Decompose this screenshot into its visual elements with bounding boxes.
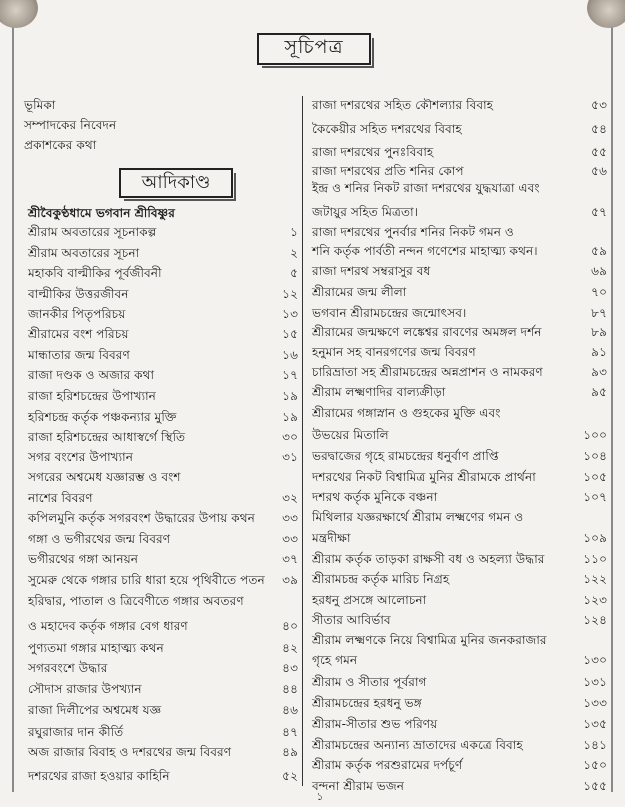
toc-entry-title: চারিভ্রাতা সহ শ্রীরামচন্দ্রের অন্নপ্রাশন ও নামকরণ <box>312 365 543 379</box>
toc-entry-title: শ্রীরামচন্দ্র কর্তৃক মারিচ নিগ্রহ <box>312 572 450 586</box>
toc-entry-page: ১৪১ <box>583 738 607 752</box>
toc-entry-page: ১ <box>290 225 298 239</box>
toc-entry <box>28 287 298 303</box>
toc-entry-page: ১৯ <box>282 410 298 424</box>
toc-entry-title: সগর বংশের উপাখ্যান <box>28 450 133 464</box>
toc-entry-page: ৪৬ <box>282 703 298 717</box>
toc-entry-title: শ্রীরাম লক্ষ্মণাদির বাল্যক্রীড়া <box>312 385 446 399</box>
toc-entry <box>28 573 298 589</box>
toc-entry <box>28 430 298 446</box>
toc-entry-page: ১০৭ <box>583 490 607 504</box>
toc-entry-page: ১০৯ <box>583 531 607 545</box>
toc-entry-page: ৮৭ <box>591 306 607 320</box>
toc-entry-title: হরিশচন্দ্র কর্তৃক পঞ্চকন্যার মুক্তি <box>28 410 177 424</box>
toc-entry-title: রাজা দশরথের সহিত কৌশল্যার বিবাহ <box>312 98 494 112</box>
toc-entry <box>28 470 298 486</box>
toc-entry-page: ৮৯ <box>591 325 607 339</box>
toc-entry-title: শনি কর্তৃক পার্বতী নন্দন গণেশের মাহাত্ম্য কথন। <box>312 244 538 258</box>
toc-entry <box>312 244 607 260</box>
front-matter-item: ভূমিকা <box>24 98 56 112</box>
toc-entry-page: ৪৩ <box>282 661 298 675</box>
toc-entry-page: ১৫৫ <box>583 779 607 793</box>
toc-entry <box>28 246 298 262</box>
toc-entry-title: জটায়ুর সহিত মিত্রতা। <box>312 205 419 219</box>
toc-entry-title: জানকীর পিতৃপরিচয় <box>28 307 126 321</box>
toc-entry-title: ইন্দ্র ও শনির নিকট রাজা দশরথের যুদ্ধযাত্রা এবং <box>312 181 540 195</box>
toc-entry-page: ১১০ <box>583 552 607 566</box>
section-heading: আদিকাণ্ড <box>119 168 233 198</box>
toc-entry <box>28 307 298 323</box>
toc-entry <box>312 738 607 754</box>
toc-entry <box>28 511 298 527</box>
toc-entry <box>312 470 607 486</box>
toc-entry <box>28 641 298 657</box>
toc-entry <box>312 325 607 341</box>
toc-entry <box>312 531 607 547</box>
toc-entry-page: ১৩৫ <box>583 717 607 731</box>
toc-entry-page: ১৭ <box>282 368 298 382</box>
toc-entry-page: ১৩৩ <box>583 696 607 710</box>
toc-entry <box>312 510 607 526</box>
toc-entry <box>312 365 607 381</box>
toc-entry <box>312 779 607 795</box>
toc-entry-page: ১২৩ <box>583 593 607 607</box>
toc-entry-page: ১০৫ <box>583 470 607 484</box>
toc-entry-title: রাজা দশরথের প্রতি শনির কোপ <box>312 164 464 178</box>
toc-entry-page: ১০০ <box>583 428 607 442</box>
toc-entry <box>312 98 607 114</box>
toc-entry <box>28 745 298 761</box>
toc-entry-title: কপিলমুনি কর্তৃক সগরবংশ উদ্ধারের উপায় কথন <box>28 511 255 525</box>
toc-entry <box>28 491 298 507</box>
toc-entry-title: শ্রীরামের জন্মক্ষণে লঙ্কেশ্বর রাবণের অমঙ্গল দর্শন <box>312 325 542 339</box>
toc-entry <box>28 410 298 426</box>
toc-entry <box>312 572 607 588</box>
toc-entry-title: রাজা দশরথ সম্বরাসুর বধ <box>312 264 431 278</box>
toc-entry <box>28 661 298 677</box>
toc-entry-title: মিথিলার যজ্ঞরক্ষার্থে শ্রীরাম লক্ষ্মণের গমন ও <box>312 510 524 524</box>
toc-entry <box>312 675 607 691</box>
toc-entry-page: ৪৭ <box>282 725 298 739</box>
toc-entry-page: ৭০ <box>591 285 607 299</box>
toc-entry-title: দশরথের নিকট বিশ্বামিত্র মুনির শ্রীরামকে প্রার্থনা <box>312 470 536 484</box>
toc-entry-page: ৫ <box>290 266 298 280</box>
toc-entry-page: ১৫০ <box>583 758 607 772</box>
toc-entry <box>312 428 607 444</box>
toc-entry <box>28 703 298 719</box>
toc-entry-title: রাজা দশরথের পুনঃবিবাহ <box>312 145 434 159</box>
toc-entry <box>312 285 607 301</box>
toc-entry-title: শ্রীরামের জন্ম লীলা <box>312 285 407 299</box>
toc-entry <box>28 594 298 610</box>
toc-entry-title: রাজা দিলীপের অশ্বমেধ যজ্ঞ <box>28 703 162 717</box>
toc-entry <box>28 327 298 343</box>
toc-entry-title: রাজা দণ্ডক ও অজার কথা <box>28 368 155 382</box>
toc-entry-page: ৩০ <box>282 430 298 444</box>
toc-entry-page: ৩১ <box>282 450 298 464</box>
toc-entry-title: অজ রাজার বিবাহ ও দশরথের জন্ম বিবরণ <box>28 745 232 759</box>
toc-entry-title: ও মহাদেব কর্তৃক গঙ্গার বেগ ধারণ <box>28 619 188 633</box>
toc-entry-page: ১৩ <box>282 307 298 321</box>
toc-entry-title: কৈকেয়ীর সহিত দশরথের বিবাহ <box>312 122 462 136</box>
toc-entry-title: নাশের বিবরণ <box>28 491 93 505</box>
toc-entry <box>312 145 607 161</box>
toc-entry-title: সীতার আবির্ভাব <box>312 613 391 627</box>
toc-entry-page: ১২২ <box>583 572 607 586</box>
toc-entry-page: ১২৪ <box>583 613 607 627</box>
toc-entry-title: সগরবংশে উদ্ধার <box>28 661 108 675</box>
toc-entry-page: ৫৪ <box>591 122 607 136</box>
toc-entry-title: শ্রীরাম-সীতার শুভ পরিণয় <box>312 717 438 731</box>
toc-entry-page: ৩২ <box>282 491 298 505</box>
toc-entry <box>312 696 607 712</box>
toc-entry-page: ৩৭ <box>282 552 298 566</box>
toc-entry <box>28 450 298 466</box>
toc-entry-title: রাজা দশরথের পুনর্বার শনির নিকট গমন ও <box>312 225 514 239</box>
toc-entry-title: ভগবান শ্রীরামচন্দ্রের জন্মোৎসব। <box>312 306 467 320</box>
toc-entry-page: ৪৪ <box>282 682 298 696</box>
footer-page-number: ১ <box>316 790 324 803</box>
toc-entry <box>28 725 298 741</box>
toc-entry-title: দশরথের রাজা হওয়ার কাহিনি <box>28 769 170 783</box>
page-title: সূচিপত্র <box>257 33 371 65</box>
toc-entry-page: ৯৩ <box>591 365 607 379</box>
toc-entry <box>312 449 607 465</box>
toc-entry-page: ৬৯ <box>591 264 607 278</box>
toc-entry-page: ১৬ <box>282 348 298 362</box>
front-matter-item: সম্পাদকের নিবেদন <box>24 118 117 132</box>
toc-entry <box>312 593 607 609</box>
toc-entry <box>312 181 607 197</box>
toc-entry-page: ১৯ <box>282 389 298 403</box>
toc-entry-title: মহাকবি বাল্মীকির পূর্বজীবনী <box>28 266 162 280</box>
toc-entry-page: ৪০ <box>282 619 298 633</box>
toc-entry <box>312 633 607 649</box>
toc-entry <box>312 653 607 669</box>
toc-entry-title: দশরথ কর্তৃক মুনিকে বঞ্চনা <box>312 490 438 504</box>
toc-entry-title: শ্রীরামের বংশ পরিচয় <box>28 327 129 341</box>
column-divider <box>302 96 303 786</box>
toc-entry-page: ১২ <box>282 287 298 301</box>
toc-entry-title: রঘুরাজার দান কীর্তি <box>28 725 124 739</box>
toc-entry <box>312 225 607 241</box>
toc-entry <box>312 164 607 180</box>
toc-entry-title: শ্রীরাম কর্তৃক তাড়কা রাক্ষসী বধ ও অহল্যা উদ্ধার <box>312 552 545 566</box>
toc-entry <box>312 264 607 280</box>
toc-entry <box>312 205 607 221</box>
toc-entry-title: শ্রীরামের গঙ্গাস্নান ও গুহকের মুক্তি এবং <box>312 406 501 420</box>
toc-entry <box>28 682 298 698</box>
toc-entry-page: ৫৫ <box>591 145 607 159</box>
toc-entry <box>28 769 298 785</box>
toc-entry-page: ৯১ <box>591 345 607 359</box>
toc-entry-title: সগরের অশ্বমেধ যজ্ঞারম্ভ ও বংশ <box>28 470 181 484</box>
toc-entry-page: ১৩১ <box>583 675 607 689</box>
toc-entry-title: গৃহে গমন <box>312 653 358 667</box>
toc-entry-page: ৫৬ <box>591 164 607 178</box>
toc-entry-title: ভরদ্বাজের গৃহে রামচন্দ্রের ধনুর্বাণ প্রাপ্তি <box>312 449 499 463</box>
toc-entry <box>28 552 298 568</box>
toc-entry <box>28 266 298 282</box>
toc-entry-page: ৩৩ <box>282 511 298 525</box>
toc-entry-title: শ্রীরামচন্দ্রের হরধনু ভঙ্গ <box>312 696 422 710</box>
toc-entry <box>28 532 298 548</box>
toc-entry <box>312 122 607 138</box>
toc-entry <box>312 490 607 506</box>
toc-entry-page: ৪৯ <box>282 745 298 759</box>
toc-entry-title: শ্রীরাম অবতারের সূচনাকল্প <box>28 225 157 239</box>
toc-entry-title: হরধনু প্রসঙ্গে আলোচনা <box>312 593 427 607</box>
toc-entry-page: ১০৪ <box>583 449 607 463</box>
toc-entry-title: রাজা হরিশচন্দ্রের উপাখ্যান <box>28 389 156 403</box>
toc-entry-title: সৌদাস রাজার উপখ্যান <box>28 682 142 696</box>
toc-entry-page: ৫২ <box>282 769 298 783</box>
toc-entry <box>312 345 607 361</box>
toc-entry-title: গঙ্গা ও ভগীরথের জন্ম বিবরণ <box>28 532 171 546</box>
toc-entry <box>312 758 607 774</box>
toc-entry <box>312 717 607 733</box>
toc-entry-page: ৩৯ <box>282 573 298 587</box>
toc-entry-title: হনুমান সহ বানরগণের জন্ম বিবরণ <box>312 345 476 359</box>
toc-entry-page: ২ <box>290 246 298 260</box>
toc-entry-title: হরিদ্বার, পাতাল ও ত্রিবেণীতে গঙ্গার অবতরণ <box>28 594 244 608</box>
toc-entry <box>28 206 298 222</box>
toc-entry-page: ১৫ <box>282 327 298 341</box>
toc-entry-title: রাজা হরিশচন্দ্রের আধাস্বর্গে স্থিতি <box>28 430 186 444</box>
toc-entry-title: শ্রীরাম অবতারের সূচনা <box>28 246 140 260</box>
toc-entry-title: সুমেরু থেকে গঙ্গার চারি ধারা হয়ে পৃথিবীতে পতন <box>28 573 265 587</box>
toc-entry <box>312 406 607 422</box>
toc-entry-title: শ্রীরামচন্দ্রের অন্যান্য ভ্রাতাদের একত্রে বিবাহ <box>312 738 523 752</box>
front-matter-item: প্রকাশকের কথা <box>24 138 97 152</box>
toc-entry-page: ৫৯ <box>591 244 607 258</box>
toc-entry <box>28 389 298 405</box>
toc-entry-page: ৩৩ <box>282 532 298 546</box>
toc-entry-title: পুণ্যতমা গঙ্গার মাহাত্ম্য কথন <box>28 641 164 655</box>
toc-entry-title: ভগীরথের গঙ্গা আনয়ন <box>28 552 139 566</box>
toc-entry <box>28 619 298 635</box>
toc-entry-title: উভয়ের মিতালি <box>312 428 389 442</box>
toc-entry-title: বন্দনা শ্রীরাম ভজন <box>312 779 405 793</box>
toc-entry <box>312 385 607 401</box>
toc-entry <box>28 368 298 384</box>
toc-entry-title: শ্রীরাম ও সীতার পূর্বরাগ <box>312 675 427 689</box>
toc-entry <box>312 613 607 629</box>
toc-entry-title: শ্রীবৈকুণ্ঠধামে ভগবান শ্রীবিষ্ণুর <box>28 206 175 220</box>
toc-entry-page: ৯৫ <box>591 385 607 399</box>
toc-entry <box>28 348 298 364</box>
toc-entry-title: মান্ধাতার জন্ম বিবরণ <box>28 348 130 362</box>
toc-entry-title: শ্রীরাম কর্তৃক পরশুরামের দর্পচূর্ণ <box>312 758 463 772</box>
toc-entry-page: ৫৭ <box>591 205 607 219</box>
toc-entry-page: ৫৩ <box>591 98 607 112</box>
toc-entry <box>312 306 607 322</box>
toc-entry-title: শ্রীরাম লক্ষ্মণকে নিয়ে বিশ্বামিত্র মুনির জনকরাজার <box>312 633 547 647</box>
toc-entry <box>312 552 607 568</box>
toc-entry <box>28 225 298 241</box>
toc-entry-page: ১৩০ <box>583 653 607 667</box>
toc-entry-title: বাল্মীকির উত্তরজীবন <box>28 287 129 301</box>
toc-entry-title: মন্ত্রদীক্ষা <box>312 531 351 545</box>
toc-entry-page: ৪২ <box>282 641 298 655</box>
